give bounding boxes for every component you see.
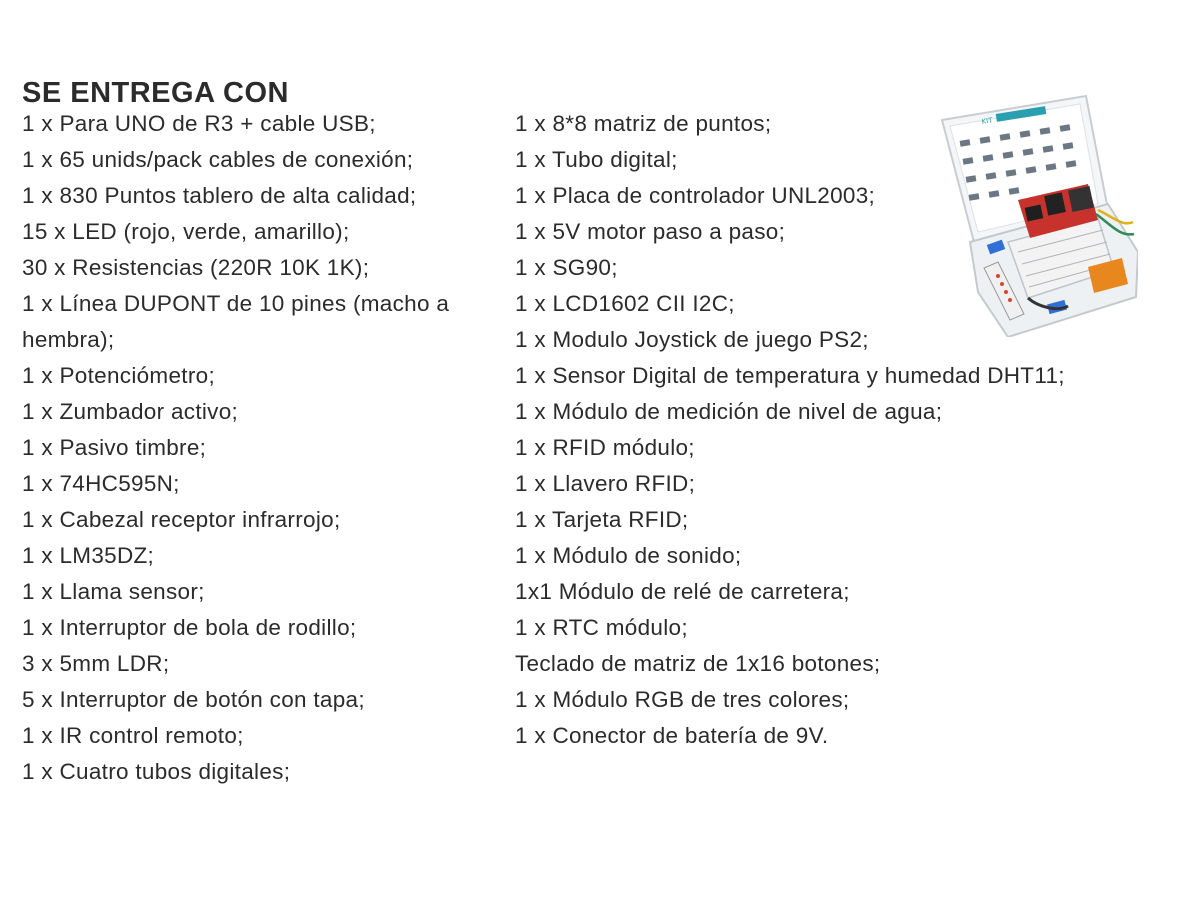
list-item: 1 x 830 Puntos tablero de alta calidad; (22, 183, 417, 208)
list-item: 3 x 5mm LDR; (22, 651, 170, 676)
list-item: 1 x Módulo de medición de nivel de agua; (515, 399, 943, 424)
list-item: 1 x Potenciómetro; (22, 363, 215, 388)
section-title: SE ENTREGA CON (22, 77, 289, 110)
list-item: 1 x RFID módulo; (515, 435, 695, 460)
list-item: 1 x Cabezal receptor infrarrojo; (22, 507, 341, 532)
list-item: 30 x Resistencias (220R 10K 1K); (22, 255, 370, 280)
list-item: 1 x Módulo de sonido; (515, 543, 742, 568)
list-item: 1 x 74HC595N; (22, 471, 180, 496)
list-item: 1x1 Módulo de relé de carretera; (515, 579, 850, 604)
list-item: 1 x LM35DZ; (22, 543, 155, 568)
list-item: 1 x 5V motor paso a paso; (515, 219, 786, 244)
list-item: 15 x LED (rojo, verde, amarillo); (22, 219, 350, 244)
list-item: 1 x Placa de controlador UNL2003; (515, 183, 876, 208)
left-items-list (22, 106, 507, 790)
lid-label: KIT (981, 116, 994, 126)
list-item: 1 x 65 unids/pack cables de conexión; (22, 147, 414, 172)
list-item: 1 x IR control remoto; (22, 723, 244, 748)
list-item: 1 x Línea DUPONT de 10 pines (macho a hembra); (22, 291, 450, 352)
list-item: 1 x Zumbador activo; (22, 399, 239, 424)
list-item: 1 x SG90; (515, 255, 618, 280)
list-item: 5 x Interruptor de botón con tapa; (22, 687, 365, 712)
list-item: 1 x Para UNO de R3 + cable USB; (22, 111, 376, 136)
list-item: 1 x Cuatro tubos digitales; (22, 759, 291, 784)
component-kit-box-icon (938, 92, 1138, 337)
list-item: 1 x LCD1602 CII I2C; (515, 291, 735, 316)
list-item: 1 x Modulo Joystick de juego PS2; (515, 327, 869, 352)
list-item: Teclado de matriz de 1x16 botones; (515, 651, 881, 676)
list-item: 1 x Tarjeta RFID; (515, 507, 689, 532)
list-item: 1 x Pasivo timbre; (22, 435, 207, 460)
list-item: 1 x Llavero RFID; (515, 471, 696, 496)
list-item: 1 x Tubo digital; (515, 147, 678, 172)
list-item: 1 x Llama sensor; (22, 579, 205, 604)
list-item: 1 x Módulo RGB de tres colores; (515, 687, 850, 712)
list-item: 1 x Sensor Digital de temperatura y humedad DHT11; (515, 363, 1065, 388)
list-item: 1 x RTC módulo; (515, 615, 688, 640)
list-item: 1 x Conector de batería de 9V. (515, 723, 829, 748)
list-item: 1 x Interruptor de bola de rodillo; (22, 615, 357, 640)
list-item: 1 x 8*8 matriz de puntos; (515, 111, 772, 136)
